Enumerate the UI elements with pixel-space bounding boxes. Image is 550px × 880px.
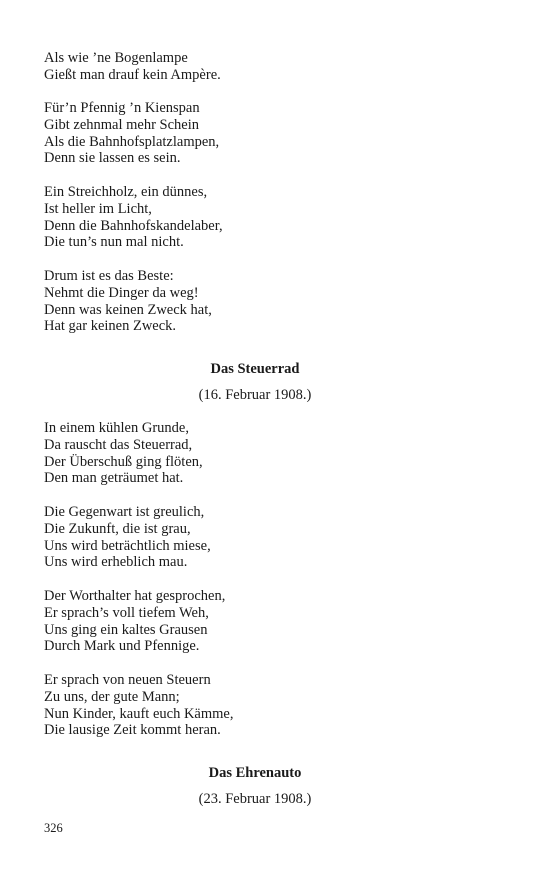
page-number: 326 <box>44 821 63 835</box>
verse-line: Hat gar keinen Zweck. <box>44 318 177 335</box>
verse-line: Ist heller im Licht, <box>44 200 152 217</box>
poem-date: (16. Februar 1908.) <box>198 387 312 403</box>
verse-line: Die tun’s nun mal nicht. <box>44 234 184 251</box>
verse-line: Nun Kinder, kauft euch Kämme, <box>44 705 234 722</box>
verse-line: Denn sie lassen es sein. <box>44 150 181 167</box>
verse-line: Drum ist es das Beste: <box>44 268 174 284</box>
verse-line: Uns ging ein kaltes Grausen <box>44 621 208 638</box>
verse-line: Uns wird beträchtlich miese, <box>44 537 211 554</box>
verse-line: Durch Mark und Pfennige. <box>44 638 200 655</box>
verse-line: Die lausige Zeit kommt heran. <box>44 722 221 739</box>
verse-line: Denn was keinen Zweck hat, <box>44 301 212 318</box>
verse-line: In einem kühlen Grunde, <box>44 420 189 436</box>
verse-line: Den man geträumet hat. <box>44 470 184 487</box>
verse-line: Der Überschuß ging flöten, <box>44 453 203 470</box>
verse-line: Uns wird erheblich mau. <box>44 554 188 571</box>
verse-line: Die Zukunft, die ist grau, <box>44 520 191 537</box>
stanza-3 <box>44 184 464 251</box>
verse-line: Zu uns, der gute Mann; <box>44 688 180 705</box>
stanza-2 <box>44 100 464 167</box>
verse-line: Da rauscht das Steuerrad, <box>44 436 193 453</box>
verse-line: Er sprach’s voll tiefem Weh, <box>44 604 209 621</box>
poem-title: Das Ehrenauto <box>208 765 302 781</box>
poem-date: (23. Februar 1908.) <box>198 791 312 807</box>
verse-line: Gibt zehnmal mehr Schein <box>44 116 200 133</box>
verse-line: Für’n Pfennig ’n Kienspan <box>44 100 200 116</box>
stanza-8 <box>44 672 464 739</box>
verse-line: Als wie ’ne Bogenlampe <box>44 50 188 66</box>
poem-title: Das Steuerrad <box>210 361 300 377</box>
stanza-4 <box>44 268 464 335</box>
verse-line: Ein Streichholz, ein dünnes, <box>44 184 208 200</box>
verse-line: Er sprach von neuen Steuern <box>44 672 211 688</box>
stanza-1 <box>44 50 464 84</box>
stanza-6 <box>44 504 464 571</box>
verse-line: Der Worthalter hat gesprochen, <box>44 588 226 604</box>
verse-line: Die Gegenwart ist greulich, <box>44 504 205 520</box>
verse-line: Denn die Bahnhofskandelaber, <box>44 217 223 234</box>
verse-line: Nehmt die Dinger da weg! <box>44 284 199 301</box>
stanza-7 <box>44 588 464 655</box>
stanza-5 <box>44 420 464 487</box>
verse-line: Als die Bahnhofsplatzlampen, <box>44 133 220 150</box>
verse-line: Gießt man drauf kein Ampère. <box>44 66 221 83</box>
